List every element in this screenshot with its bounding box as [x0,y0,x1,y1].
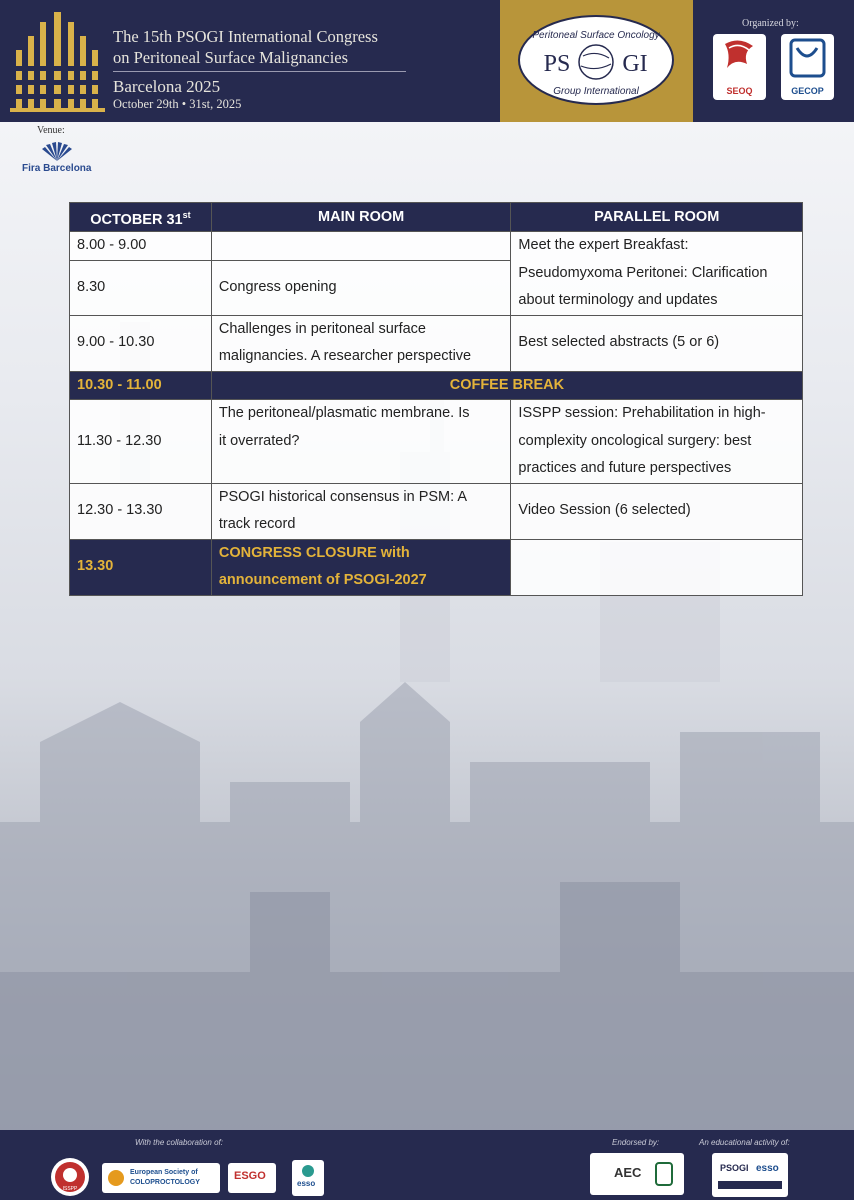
congress-city: Barcelona 2025 [113,77,221,96]
main-line: PSOGI historical consensus in PSM: A [218,488,468,505]
time-cell: 8.00 - 9.00 [70,232,212,261]
footer-banner [0,1130,854,1200]
esso-logo [292,1160,324,1196]
endorsed-label: Endorsed by: [612,1138,660,1147]
parallel-line: complexity oncological surgery: best [518,432,752,449]
aec-emblem-icon [652,1161,676,1187]
time-cell: 12.30 - 13.30 [70,483,212,539]
time-cell: 11.30 - 12.30 [70,400,212,484]
seoq-emblem-icon [713,34,766,84]
main-room-cell: Congress opening [211,260,511,315]
escp-text-1: European Society of [130,1169,198,1176]
time-cell: 8.30 [70,260,212,315]
header-day-sup: st [182,209,191,220]
psogi-logo-top-text: Peritoneal Surface Oncology [532,30,660,41]
parallel-room-cell [511,232,803,316]
seoq-logo [713,34,766,100]
table-row [70,315,803,371]
coffee-break-cell: COFFEE BREAK [211,371,802,400]
collaboration-label: With the collaboration of: [135,1138,223,1147]
congress-title-line2: on Peritoneal Surface Malignancies [113,48,349,67]
gecop-emblem-icon [781,34,834,84]
parallel-line: about terminology and updates [518,292,718,308]
time-cell: 13.30 [70,539,212,595]
table-row-break [70,371,803,400]
congress-title-line1: The 15th PSOGI International Congress [113,27,378,46]
table-header-row [70,203,803,232]
esgo-text: ESGO [234,1170,266,1182]
aec-logo [590,1153,684,1195]
table-row [70,400,803,484]
main-line: malignancies. A researcher perspective [218,348,472,364]
main-room-cell [211,483,511,539]
psogi-footer-text: PSOGI [720,1163,749,1173]
footer-logo-strip [718,1181,782,1189]
parallel-room-cell [511,539,803,595]
parallel-line: Meet the expert Breakfast: [518,237,689,253]
esso-text: esso [297,1179,316,1188]
time-cell: 10.30 - 11.00 [70,371,212,400]
congress-dates: October 29th • 31st, 2025 [113,97,242,111]
main-line: track record [218,516,296,532]
venue-label: Venue: [37,125,65,136]
main-room-cell [211,232,511,261]
isspp-logo-icon [50,1157,90,1197]
main-line: announcement of PSOGI-2027 [218,572,427,588]
psogi-logo [517,14,675,106]
organized-by-label: Organized by: [742,18,799,29]
parallel-line: Pseudomyxoma Peritonei: Clarification [518,264,768,281]
table-row [70,232,803,261]
main-line: Challenges in peritoneal surface [218,320,426,337]
isspp-logo-text: ISSPP [62,1186,78,1192]
header-banner [0,0,854,122]
esgo-logo [228,1163,276,1193]
header-parallel-room: PARALLEL ROOM [511,203,803,232]
seoq-label: SEOQ [726,86,753,96]
esso-footer-text: esso [756,1163,779,1174]
schedule-table [69,202,803,596]
psogi-logo-bottom-text: Group International [553,86,639,97]
gecop-label: GECOP [791,86,824,96]
main-room-cell [211,400,511,484]
parallel-room-cell: Video Session (6 selected) [511,483,803,539]
table-row-closure [70,539,803,595]
main-line: it overrated? [218,432,300,449]
escp-logo [102,1163,220,1193]
header-day [70,203,212,232]
aec-text: AEC [614,1165,642,1180]
psogi-esso-logo [712,1153,788,1197]
parallel-room-cell [511,400,803,484]
parallel-line: practices and future perspectives [518,460,732,476]
header-main-room: MAIN ROOM [211,203,511,232]
educational-label: An educational activity of: [699,1138,790,1147]
parallel-line: ISSPP session: Prehabilitation in high- [518,405,766,421]
psogi-logo-main-left: PS [543,51,571,77]
main-line: The peritoneal/plasmatic membrane. Is [218,405,470,421]
main-line: CONGRESS CLOSURE with [218,544,410,561]
time-cell: 9.00 - 10.30 [70,315,212,371]
main-room-cell [211,315,511,371]
escp-text-2: COLOPROCTOLOGY [130,1179,200,1186]
gecop-logo [781,34,834,100]
sagrada-familia-logo-icon [10,10,105,112]
parallel-room-cell: Best selected abstracts (5 or 6) [511,315,803,371]
escp-emblem-icon [106,1168,126,1188]
psogi-logo-main-right: GI [622,51,648,77]
fira-barcelona-logo-icon [40,141,74,163]
table-row [70,483,803,539]
venue-name: Fira Barcelona [22,163,92,174]
title-divider [113,71,406,72]
main-room-cell [211,539,511,595]
header-day-text: OCTOBER 31 [90,211,183,228]
esso-emblem-icon [298,1164,318,1178]
